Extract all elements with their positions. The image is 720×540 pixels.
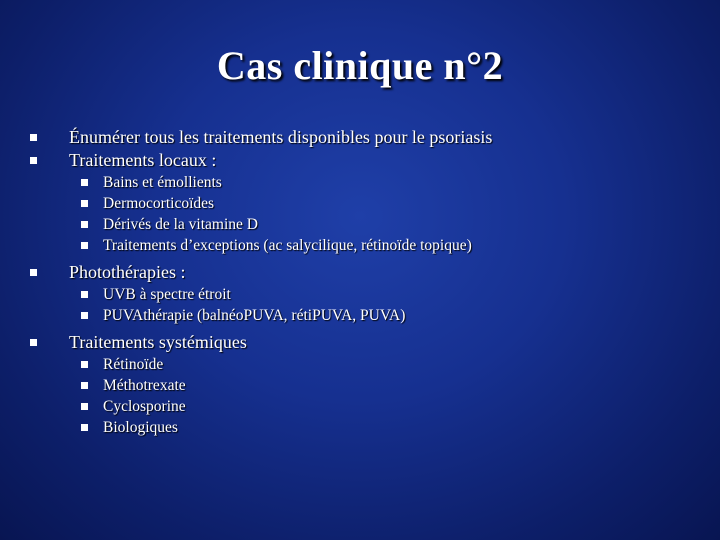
sub-list-item <box>0 235 720 256</box>
square-bullet-icon <box>81 403 88 410</box>
square-bullet-icon <box>81 382 88 389</box>
square-bullet-icon <box>30 269 37 276</box>
sub-list-item-text: Dermocorticoïdes <box>103 195 215 212</box>
sub-list-item <box>0 396 720 417</box>
square-bullet-icon <box>81 179 88 186</box>
list-item <box>0 149 720 172</box>
sub-list-item <box>0 354 720 375</box>
sub-list-item-text: Cyclosporine <box>103 398 186 415</box>
list-item-text: Traitements locaux : <box>69 150 217 170</box>
sub-list-item <box>0 214 720 235</box>
sub-list-item <box>0 193 720 214</box>
list-item <box>0 331 720 354</box>
slide-title: Cas clinique n°2 <box>216 43 504 88</box>
sub-list-item-text: Traitements d’exceptions (ac salycilique, rétinoïde topique) <box>103 237 472 254</box>
sub-list-item-text: Dérivés de la vitamine D <box>103 216 258 233</box>
sub-list-item-text: Biologiques <box>103 419 178 436</box>
sub-list-item-text: Rétinoïde <box>103 356 164 373</box>
bullet-list <box>0 126 720 438</box>
list-item <box>0 261 720 284</box>
list-item <box>0 126 720 149</box>
sub-list-item <box>0 417 720 438</box>
square-bullet-icon <box>30 339 37 346</box>
sub-list-item <box>0 284 720 305</box>
sub-list-item <box>0 375 720 396</box>
square-bullet-icon <box>81 221 88 228</box>
square-bullet-icon <box>81 424 88 431</box>
sub-list-item <box>0 172 720 193</box>
square-bullet-icon <box>81 291 88 298</box>
list-item-text: Photothérapies : <box>69 262 186 282</box>
square-bullet-icon <box>30 134 37 141</box>
square-bullet-icon <box>81 361 88 368</box>
list-item-text: Énumérer tous les traitements disponibles pour le psoriasis <box>69 127 493 147</box>
sub-list-item-text: PUVAthérapie (balnéoPUVA, rétiPUVA, PUVA) <box>103 307 406 324</box>
sub-list-item <box>0 305 720 326</box>
sub-list-item-text: Méthotrexate <box>103 377 186 394</box>
square-bullet-icon <box>81 242 88 249</box>
square-bullet-icon <box>81 200 88 207</box>
square-bullet-icon <box>81 312 88 319</box>
list-item-text: Traitements systémiques <box>69 332 247 352</box>
sub-list-item-text: UVB à spectre étroit <box>103 286 231 303</box>
sub-list-item-text: Bains et émollients <box>103 174 222 191</box>
square-bullet-icon <box>30 157 37 164</box>
